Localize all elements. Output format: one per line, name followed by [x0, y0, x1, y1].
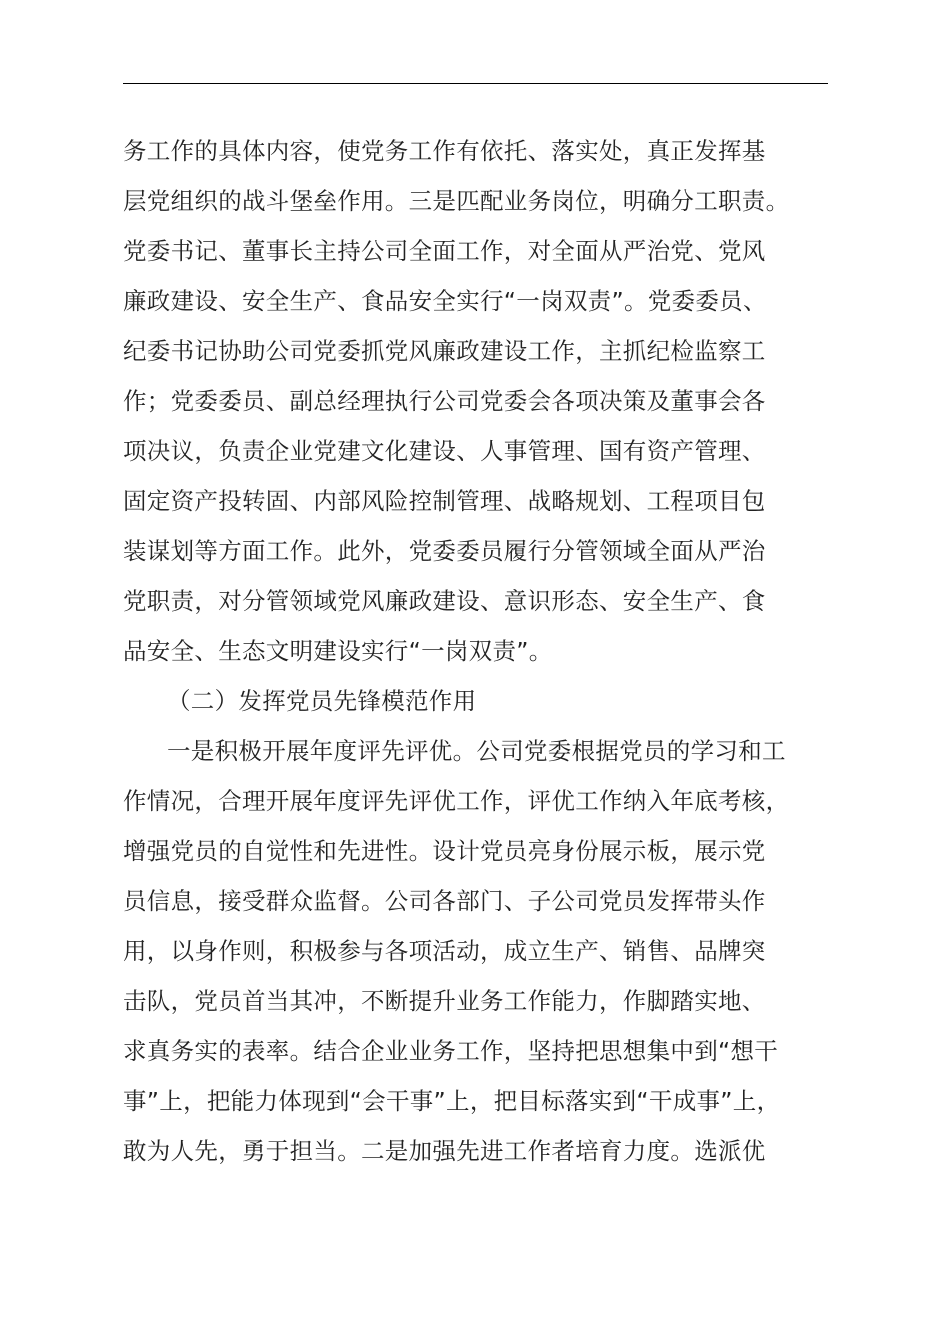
text-line: 层党组织的战斗堡垒作用。三是匹配业务岗位，明确分工职责。	[123, 187, 790, 215]
text-line: 作情况，合理开展年度评先评优工作，评优工作纳入年底考核，	[123, 787, 790, 815]
text-line: 击队，党员首当其冲，不断提升业务工作能力，作脚踏实地、	[123, 987, 766, 1015]
text-line: 敢为人先，勇于担当。二是加强先进工作者培育力度。选派优	[123, 1137, 766, 1165]
text-line: 事”上，把能力体现到“会干事”上，把目标落实到“干成事”上，	[123, 1087, 781, 1115]
text-line: 项决议，负责企业党建文化建设、人事管理、国有资产管理、	[123, 437, 766, 465]
text-line: 用，以身作则，积极参与各项活动，成立生产、销售、品牌突	[123, 937, 766, 965]
text-line: 纪委书记协助公司党委抓党风廉政建设工作，主抓纪检监察工	[123, 337, 766, 365]
text-line: 党委书记、董事长主持公司全面工作，对全面从严治党、党风	[123, 237, 766, 265]
text-line: 党职责，对分管领域党风廉政建设、意识形态、安全生产、食	[123, 587, 766, 615]
text-line: 作；党委委员、副总经理执行公司党委会各项决策及董事会各	[123, 387, 766, 415]
section-heading: （二）发挥党员先锋模范作用	[167, 687, 477, 715]
body-text	[123, 126, 835, 1176]
text-line: 装谋划等方面工作。此外，党委委员履行分管领域全面从严治	[123, 537, 766, 565]
text-line: 品安全、生态文明建设实行“一岗双责”。	[123, 637, 553, 665]
text-line: 员信息，接受群众监督。公司各部门、子公司党员发挥带头作	[123, 887, 766, 915]
paragraph-first-line: 一是积极开展年度评先评优。公司党委根据党员的学习和工	[167, 737, 786, 765]
text-line: 廉政建设、安全生产、食品安全实行“一岗双责”。党委委员、	[123, 287, 767, 315]
text-line: 固定资产投转固、内部风险控制管理、战略规划、工程项目包	[123, 487, 766, 515]
header-rule	[123, 83, 828, 84]
text-line: 求真务实的表率。结合企业业务工作，坚持把思想集中到“想干	[123, 1037, 779, 1065]
text-line: 增强党员的自觉性和先进性。设计党员亮身份展示板，展示党	[123, 837, 766, 865]
text-line: 务工作的具体内容，使党务工作有依托、落实处，真正发挥基	[123, 137, 766, 165]
